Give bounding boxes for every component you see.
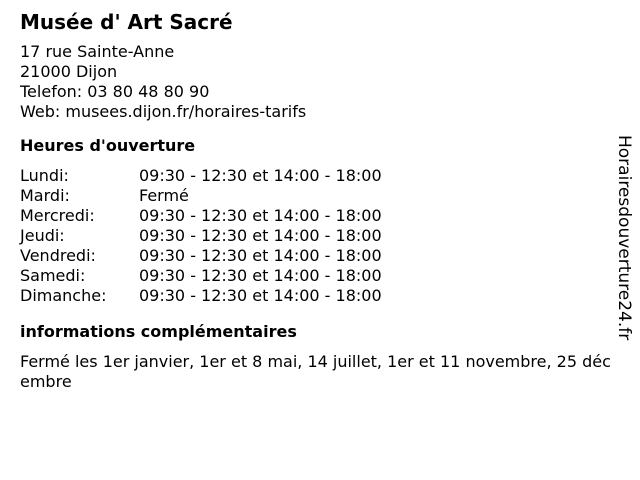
day-time: 09:30 - 12:30 et 14:00 - 18:00: [139, 286, 382, 305]
day-label: Vendredi:: [20, 246, 96, 265]
day-time: Fermé: [139, 186, 189, 205]
museum-name: Musée d' Art Sacré: [20, 10, 233, 34]
phone-number: Telefon: 03 80 48 80 90: [20, 82, 210, 101]
day-label: Samedi:: [20, 266, 86, 285]
hours-row-wednesday: [20, 206, 610, 226]
postal-city: 21000 Dijon: [20, 62, 118, 81]
opening-hours-list: [20, 166, 610, 306]
day-time: 09:30 - 12:30 et 14:00 - 18:00: [139, 246, 382, 265]
address-block: [20, 42, 610, 122]
hours-heading: Heures d'ouverture: [20, 136, 196, 155]
day-time: 09:30 - 12:30 et 14:00 - 18:00: [139, 266, 382, 285]
day-time: 09:30 - 12:30 et 14:00 - 18:00: [139, 206, 382, 225]
day-label: Mardi:: [20, 186, 70, 205]
info-text: Fermé les 1er janvier, 1er et 8 mai, 14 juillet, 1er et 11 novembre, 25 décembre: [20, 352, 611, 391]
day-label: Mercredi:: [20, 206, 95, 225]
website-link[interactable]: Web: musees.dijon.fr/horaires-tarifs: [20, 102, 307, 121]
hours-row-monday: [20, 166, 610, 186]
museum-card: [20, 8, 610, 392]
watermark-text: Horairesdouverture24.fr: [614, 135, 634, 341]
day-time: 09:30 - 12:30 et 14:00 - 18:00: [139, 166, 382, 185]
street-address: 17 rue Sainte-Anne: [20, 42, 175, 61]
hours-row-thursday: [20, 226, 610, 246]
day-label: Jeudi:: [20, 226, 65, 245]
hours-row-saturday: [20, 266, 610, 286]
day-label: Lundi:: [20, 166, 69, 185]
info-heading: informations complémentaires: [20, 322, 297, 341]
day-label: Dimanche:: [20, 286, 107, 305]
hours-row-friday: [20, 246, 610, 266]
day-time: 09:30 - 12:30 et 14:00 - 18:00: [139, 226, 382, 245]
hours-row-sunday: [20, 286, 610, 306]
hours-row-tuesday: [20, 186, 610, 206]
